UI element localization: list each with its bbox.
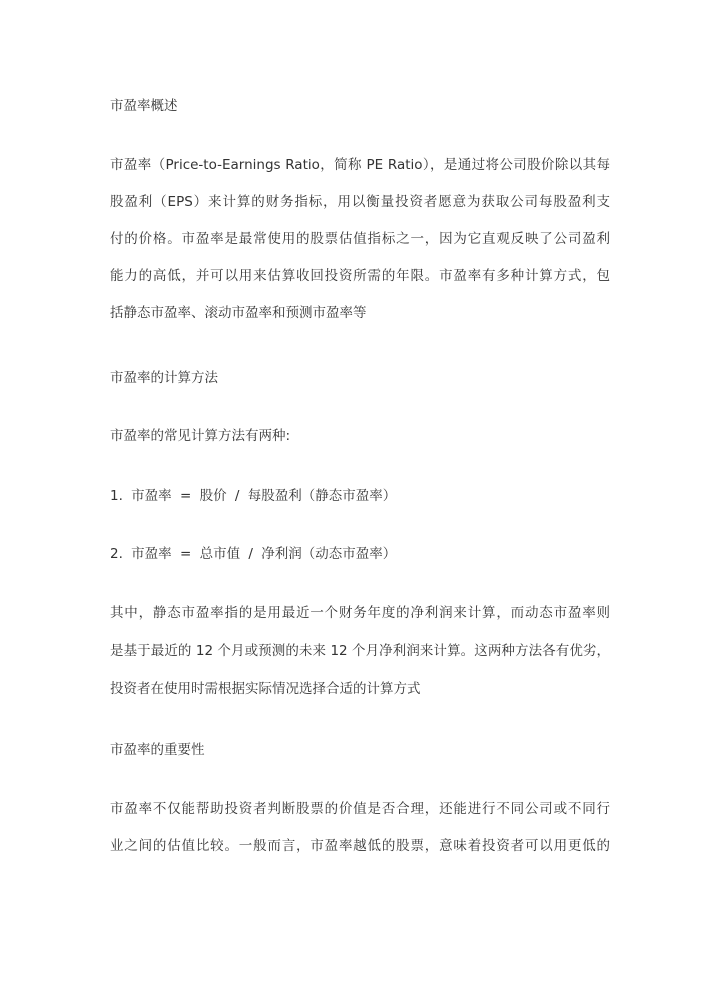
paragraph-line: 是基于最近的 12 个月或预测的未来 12 个月净利润来计算。这两种方法各有优劣，: [110, 643, 610, 659]
paragraph-line: 市盈率不仅能帮助投资者判断股票的价值是否合理，还能进行不同公司或不同行: [110, 801, 610, 817]
heading-importance: 市盈率的重要性: [110, 742, 205, 758]
paragraph-line: 业之间的估值比较。一般而言，市盈率越低的股票，意味着投资者可以用更低的: [110, 838, 610, 854]
formula-dynamic: 2. 市盈率 = 总市值 / 净利润（动态市盈率）: [110, 546, 397, 562]
paragraph-line: 市盈率（Price-to-Earnings Ratio，简称 PE Ratio），是通过将公司股价除以其每: [110, 157, 610, 173]
paragraph-line: 股盈利（EPS）来计算的财务指标，用以衡量投资者愿意为获取公司每股盈利支: [110, 194, 610, 210]
heading-overview: 市盈率概述: [110, 98, 178, 114]
paragraph-line: 付的价格。市盈率是最常使用的股票估值指标之一，因为它直观反映了公司盈利: [110, 231, 610, 247]
paragraph-line: 市盈率的常见计算方法有两种:: [110, 428, 291, 444]
paragraph-line: 投资者在使用时需根据实际情况选择合适的计算方式: [110, 681, 421, 697]
paragraph-line: 能力的高低，并可以用来估算收回投资所需的年限。市盈率有多种计算方式，包: [110, 268, 610, 284]
paragraph-line: 括静态市盈率、滚动市盈率和预测市盈率等: [110, 305, 367, 321]
paragraph-line: 其中，静态市盈率指的是用最近一个财务年度的净利润来计算，而动态市盈率则: [110, 605, 610, 621]
heading-calculation-methods: 市盈率的计算方法: [110, 370, 218, 386]
formula-static: 1. 市盈率 = 股价 / 每股盈利（静态市盈率）: [110, 488, 397, 504]
